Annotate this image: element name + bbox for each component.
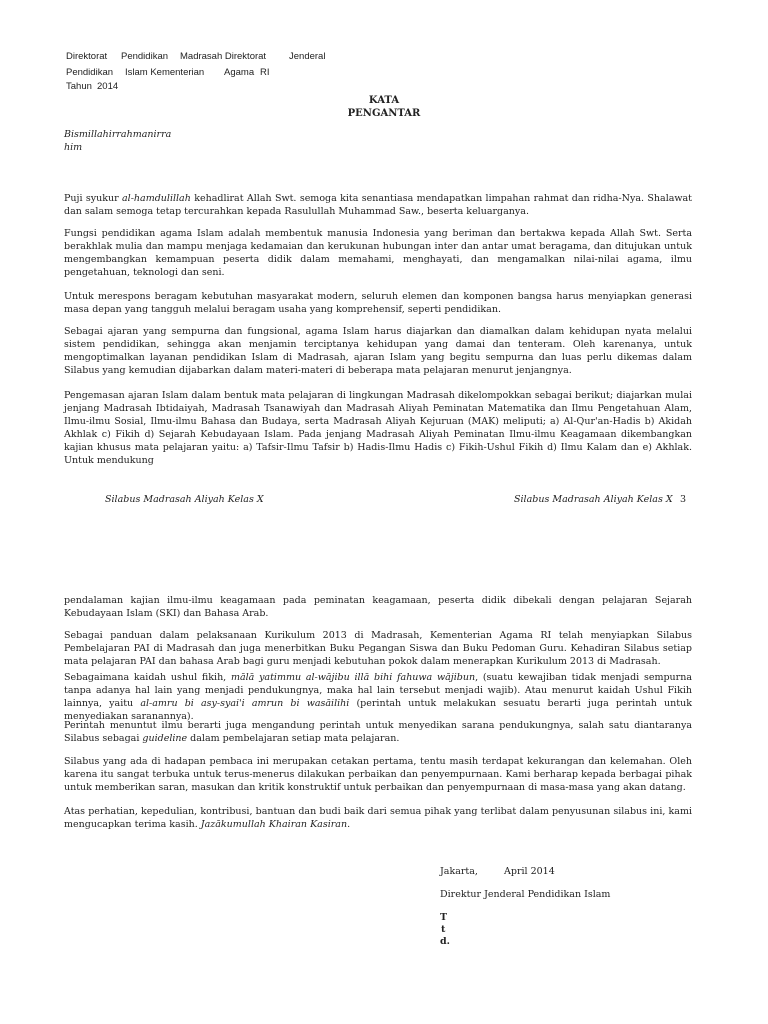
header-word: Pendidikan (66, 67, 114, 78)
text: , (suatu kewajiban tidak menjadi sempurna tanpa adanya hal lain yang menjadi pendukungnya, maka hal lain tersebut menjadi wajib). Atau menurut kaidah Ushul Fikih lainnya, yaitu (64, 672, 692, 709)
paragraph: pendalaman kajian ilmu-ilmu keagamaan pada peminatan keagamaan, peserta didik dibekali dengan pelajaran Sejarah Kebudayaan Islam (SKI) dan Bahasa Arab. (64, 595, 692, 619)
arabic-term: Jazākumullah Khairan Kasiran (200, 819, 348, 830)
document-header (0, 0, 768, 100)
paragraph (64, 805, 692, 831)
header-word: 2014 (97, 81, 119, 92)
ttd-line: t (441, 924, 446, 935)
text: Sebagaimana kaidah ushul fikih, (64, 672, 231, 683)
paragraph: Sebagai ajaran yang sempurna dan fungsional, agama Islam harus diajarkan dan diamalkan dalam kehidupan nyata melalui sistem pendidikan, sehingga akan menjamin terciptanya kehidupan yang damai dan tenteram. Oleh karenanya, untuk mengoptimalkan layanan pendidikan Islam di Madrasah, ajaran Islam yang begitu sempurna dan luas perlu dikemas dalam Silabus yang kemudian dijabarkan dalam materi-materi di beberapa mata pelajaran menurut jenjangnya. (64, 326, 692, 376)
paragraph: Silabus yang ada di hadapan pembaca ini merupakan cetakan pertama, tentu masih terdapat kekurangan dan kelemahan. Oleh karena itu sangat terbuka untuk terus-menerus dilakukan perbaikan dan penyempurnaan. Kami berharap kepada berbagai pihak untuk memberikan saran, masukan dan kritik konstruktif untuk perbaikan dan penyempurnaan di masa-masa yang akan datang. (64, 756, 692, 793)
text: (perintah untuk melakukan sesuatu berarti juga perintah untuk menyediakan saranannya). (64, 698, 692, 722)
signature-city: Jakarta, (440, 866, 478, 877)
text: Atas perhatian, kepedulian, kontribusi, bantuan dan budi baik dari semua pihak yang terlibat dalam penyusunan silabus ini, kami mengucapkan terima kasih. (64, 806, 692, 830)
text: Perintah menuntut ilmu berarti juga mengandung perintah untuk menyedikan sarana pendukungnya, salah satu diantaranya Silabus sebagai (64, 720, 692, 744)
paragraph (64, 719, 692, 745)
document-title (0, 94, 768, 120)
text: dalam pembelajaran setiap mata pelajaran. (187, 733, 400, 744)
header-word: Madrasah Direktorat (180, 51, 267, 62)
arabic-term: al-hamdulillah (122, 193, 191, 204)
title-line: PENGANTAR (347, 108, 421, 119)
signature-ttd (440, 912, 450, 948)
salutation-line: Bismillahirrahmanirra (64, 129, 172, 140)
title-line: KATA (368, 95, 400, 106)
paragraph (64, 671, 692, 723)
page-number: 3 (680, 494, 687, 505)
header-word: RI (260, 67, 270, 78)
paragraph (64, 192, 692, 218)
guideline-term: guideline (142, 733, 188, 744)
paragraph: Untuk merespons beragam kebutuhan masyarakat modern, seluruh elemen dan komponen bangsa harus menyiapkan generasi masa depan yang tangguh melalui beragam usaha yang komprehensif, seperti pendidikan. (64, 291, 692, 315)
salutation-line: him (64, 142, 83, 153)
paragraph: Sebagai panduan dalam pelaksanaan Kurikulum 2013 di Madrasah, Kementerian Agama RI telah menyiapkan Silabus Pembelajaran PAI di Madrasah dan juga menerbitkan Buku Pegangan Siswa dan Buku Pedoman Guru. Kehadiran Silabus setiap mata pelajaran PAI dan bahasa Arab bagi guru menjadi kebutuhan pokok dalam menerapkan Kurikulum 2013 di Madrasah. (64, 630, 692, 667)
header-word: Pendidikan (121, 51, 169, 62)
arabic-term: mālā yatimmu al-wājibu illā bihi fahuwa wājibun (230, 672, 476, 683)
paragraph: Fungsi pendidikan agama Islam adalah membentuk manusia Indonesia yang beriman dan bertakwa kepada Allah Swt. Serta berakhlak mulia dan mampu menjaga kedamaian dan kerukunan hubungan inter dan antar umat beragama, dan ditujukan untuk mengembangkan kemampuan peserta didik dalam memahami, menghayati, dan mengamalkan nilai-nilai agama, ilmu pengetahuan, teknologi dan seni. (64, 228, 692, 278)
text: . (347, 819, 351, 830)
signature-date: April 2014 (504, 866, 555, 877)
text: kehadlirat Allah Swt. semoga kita senantiasa mendapatkan limpahan rahmat dan ridha-Nya. Shalawat dan salam semoga tetap tercurahkan kepada Rasulullah Muhammad Saw., beserta keluarganya. (64, 193, 693, 217)
header-word: Agama (224, 67, 255, 78)
salutation (64, 128, 171, 154)
header-word: Jenderal (289, 51, 326, 62)
header-word: Tahun (66, 81, 92, 92)
paragraph: Pengemasan ajaran Islam dalam bentuk mata pelajaran di lingkungan Madrasah dikelompokkan sebagai berikut; diajarkan mulai jenjang Madrasah Ibtidaiyah, Madrasah Tsanawiyah dan Madrasah Aliyah Peminatan Matematika dan Ilmu Pengetahuan Alam, Ilmu-ilmu Sosial, Ilmu-ilmu Bahasa dan Budaya, serta Madrasah Aliyah Kejuruan (MAK) meliputi; a) Al-Qur'an-Hadis b) Akidah Akhlak c) Fikih d) Sejarah Kebudayaan Islam. Pada jenjang Madrasah Aliyah Peminatan Ilmu-ilmu Keagamaan dikembangkan kajian khusus mata pelajaran yaitu: a) Tafsir-Ilmu Tafsir b) Hadis-Ilmu Hadis c) Fikih-Ushul Fikih d) Ilmu Kalam dan e) Akhlak. Untuk mendukung (64, 390, 692, 466)
text: Puji syukur (64, 193, 122, 204)
footer-left: Silabus Madrasah Aliyah Kelas X (105, 494, 264, 505)
ttd-line: d. (440, 936, 450, 947)
signature-position: Direktur Jenderal Pendidikan Islam (440, 889, 611, 900)
header-word: Islam Kementerian (125, 67, 205, 78)
ttd-line: T (440, 912, 448, 923)
header-word: Direktorat (66, 51, 108, 62)
footer-right: Silabus Madrasah Aliyah Kelas X (514, 494, 673, 505)
arabic-term: al-amru bi asy-syai'i amrun bi wasāilihi (140, 698, 350, 709)
